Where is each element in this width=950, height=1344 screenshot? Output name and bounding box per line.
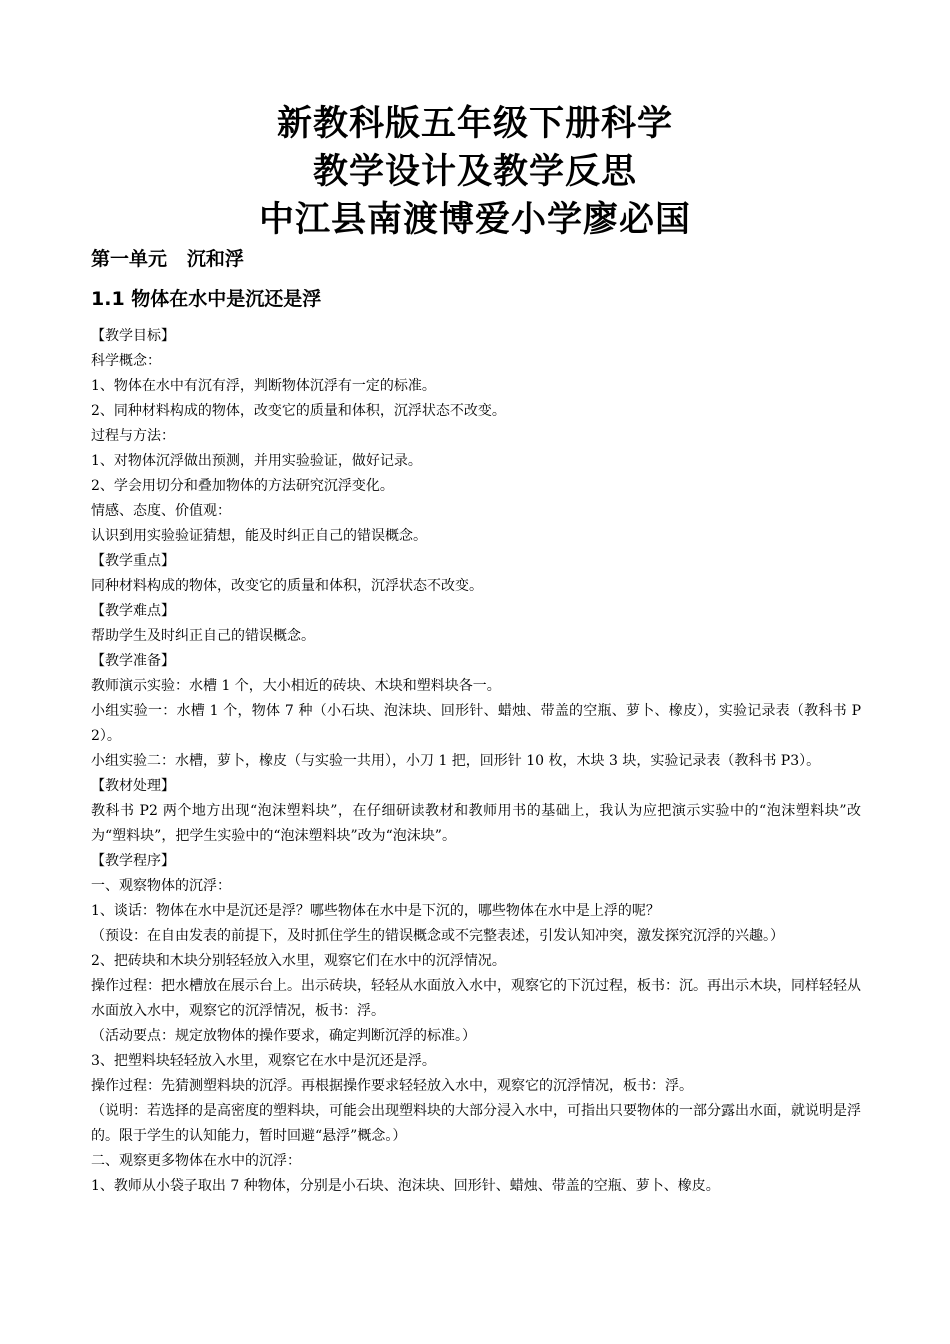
paragraph: 同种材料构成的物体，改变它的质量和体积，沉浮状态不改变。 — [91, 578, 483, 594]
section-heading-objectives: 【教学目标】 — [91, 328, 175, 344]
paragraph: 小组实验一：水槽 1 个，物体 7 种（小石块、泡沫块、回形针、蜡烛、带盖的空瓶、萝卜、橡皮），实验记录表（教科书 P2）。 — [91, 703, 861, 744]
section-heading-difficulties: 【教学难点】 — [91, 603, 175, 619]
subheading-concepts: 科学概念： — [91, 353, 161, 369]
paragraph: 2、同种材料构成的物体，改变它的质量和体积，沉浮状态不改变。 — [91, 403, 506, 419]
subheading-part-2: 二、观察更多物体在水中的沉浮： — [91, 1153, 301, 1169]
paragraph: 教师演示实验：水槽 1 个，大小相近的砖块、木块和塑料块各一。 — [91, 678, 501, 694]
paragraph: （预设：在自由发表的前提下，及时抓住学生的错误概念或不完整表述，引发认知冲突，激发探究沉浮的兴趣。） — [91, 928, 784, 944]
title-line-2: 教学设计及教学反思 — [312, 151, 637, 192]
document-title — [0, 100, 950, 244]
paragraph: 操作过程：先猜测塑料块的沉浮。再根据操作要求轻轻放入水中，观察它的沉浮情况，板书：浮。 — [91, 1078, 693, 1094]
subheading-process: 过程与方法： — [91, 428, 175, 444]
subheading-attitude: 情感、态度、价值观： — [91, 503, 231, 519]
paragraph: 1、对物体沉浮做出预测，并用实验验证，做好记录。 — [91, 453, 422, 469]
paragraph: 1、谈话：物体在水中是沉还是浮？哪些物体在水中是下沉的，哪些物体在水中是上浮的呢？ — [91, 903, 660, 919]
paragraph: 2、学会用切分和叠加物体的方法研究沉浮变化。 — [91, 478, 394, 494]
paragraph: 1、教师从小袋子取出 7 种物体，分别是小石块、泡沫块、回形针、蜡烛、带盖的空瓶、萝卜、橡皮。 — [91, 1178, 720, 1194]
paragraph: 认识到用实验验证猜想，能及时纠正自己的错误概念。 — [91, 528, 427, 544]
section-heading-key-points: 【教学重点】 — [91, 553, 175, 569]
title-line-3: 中江县南渡博爱小学廖必国 — [258, 199, 691, 240]
paragraph: （活动要点：规定放物体的操作要求，确定判断沉浮的标准。） — [91, 1028, 476, 1044]
paragraph: 1、物体在水中有沉有浮，判断物体沉浮有一定的标准。 — [91, 378, 436, 394]
paragraph: 帮助学生及时纠正自己的错误概念。 — [91, 628, 315, 644]
unit-heading: 第一单元 沉和浮 — [91, 248, 244, 270]
paragraph: 3、把塑料块轻轻放入水里，观察它在水中是沉还是浮。 — [91, 1053, 436, 1069]
lesson-heading: 1.1 物体在水中是沉还是浮 — [91, 288, 322, 310]
paragraph: 教科书 P2 两个地方出现“泡沫塑料块”，在仔细研读教材和教师用书的基础上，我认为应把演示实验中的“泡沫塑料块”改为“塑料块”，把学生实验中的“泡沫塑料块”改为“泡沫块”。 — [91, 803, 861, 844]
paragraph: （说明：若选择的是高密度的塑料块，可能会出现塑料块的大部分浸入水中，可指出只要物体的一部分露出水面，就说明是浮的。限于学生的认知能力，暂时回避“悬浮”概念。） — [91, 1103, 861, 1144]
title-line-1: 新教科版五年级下册科学 — [276, 103, 673, 144]
lesson-body — [91, 324, 861, 1199]
section-heading-materials: 【教材处理】 — [91, 778, 175, 794]
subheading-part-1: 一、观察物体的沉浮： — [91, 878, 231, 894]
section-heading-procedure: 【教学程序】 — [91, 853, 175, 869]
paragraph: 小组实验二：水槽，萝卜，橡皮（与实验一共用），小刀 1 把，回形针 10 枚，木块 3 块，实验记录表（教科书 P3）。 — [91, 753, 821, 769]
section-heading-preparation: 【教学准备】 — [91, 653, 175, 669]
paragraph: 2、把砖块和木块分别轻轻放入水里，观察它们在水中的沉浮情况。 — [91, 953, 506, 969]
paragraph: 操作过程：把水槽放在展示台上。出示砖块，轻轻从水面放入水中，观察它的下沉过程，板书：沉。再出示木块，同样轻轻从水面放入水中，观察它的沉浮情况，板书：浮。 — [91, 978, 861, 1019]
